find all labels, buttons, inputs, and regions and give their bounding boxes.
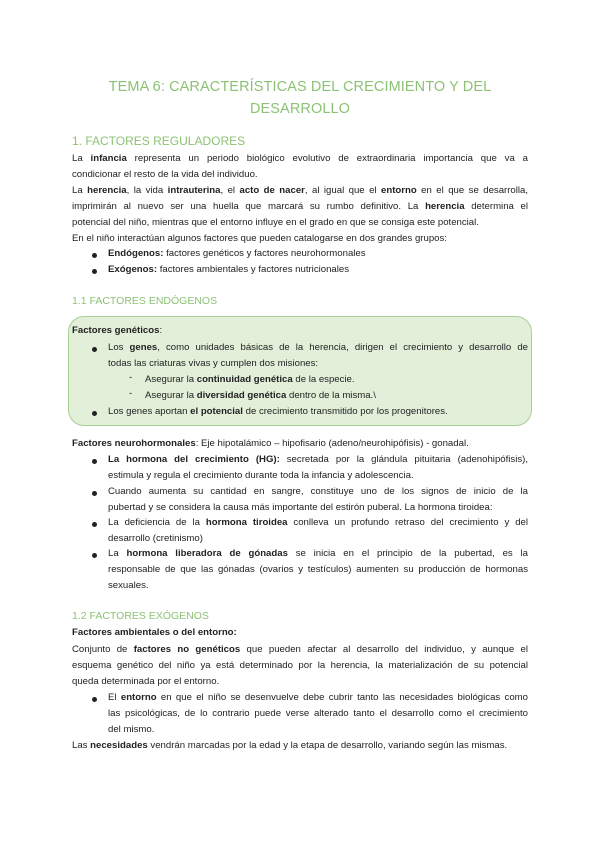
bullet-dot bbox=[92, 269, 97, 274]
list-item-potencial: Los genes aportan el potencial de crecimiento transmitido por los progenitores. bbox=[108, 406, 448, 417]
neurohormonal-title: Factores neurohormonales: Eje hipotalámico – hipofisario (adeno/neurohipófisis) - gonadal. bbox=[72, 438, 469, 449]
list-item-genes: Los genes, como unidades básicas de la herencia, dirigen el crecimiento y desarrollo de todas las criaturas vivas y cumplen dos misiones: bbox=[108, 342, 528, 370]
paragraph-infancia: La infancia representa un periodo biológico evolutivo de extraordinaria importancia que va a condicionar el resto de la vida del individuo. bbox=[72, 153, 528, 181]
dash-marker: - bbox=[129, 388, 133, 399]
paragraph-no-geneticos: Conjunto de factores no genéticos que pueden afectar al desarrollo del individuo, y aunque el esquema genético del niño ya está determinado por la herencia, la materialización de su potencial queda determinada por el entorno. bbox=[72, 644, 528, 688]
list-item-diversidad: Asegurar la diversidad genética dentro de la misma.\ bbox=[145, 390, 376, 401]
section-heading-exogenos: 1.2 FACTORES EXÓGENOS bbox=[72, 610, 209, 622]
genetic-factors-title: Factores genéticos: bbox=[72, 325, 163, 336]
paragraph-herencia: La herencia, la vida intrauterina, el acto de nacer, al igual que el entorno en el que se desarrolla, imprimirán al nuevo ser una huella que marcará su rumbo definitivo. La herencia determina el potencial del niño, mientras que el entorno influye en el grado en que se consiga este potencial. bbox=[72, 185, 528, 229]
list-item-sangre: Cuando aumenta su cantidad en sangre, constituye uno de los signos de inicio de la pubertad y se considera la causa más importante del estirón puberal. La hormona tiroidea: bbox=[108, 486, 528, 514]
bullet-dot bbox=[92, 697, 97, 702]
bullet-dot bbox=[92, 522, 97, 527]
list-item-continuidad: Asegurar la continuidad genética de la especie. bbox=[145, 374, 355, 385]
bullet-dot bbox=[92, 459, 97, 464]
list-item-exogenos: Exógenos: factores ambientales y factores nutricionales bbox=[108, 264, 350, 275]
dash-marker: - bbox=[129, 372, 133, 383]
list-item-hormona-crecimiento: La hormona del crecimiento (HG): secretada por la glándula pituitaria (adenohipófisis), estimula y regula el crecimiento durante toda la infancia y adolescencia. bbox=[108, 454, 528, 482]
list-item-tiroidea: La deficiencia de la hormona tiroidea conlleva un profundo retraso del crecimiento y del desarrollo (cretinismo) bbox=[108, 517, 528, 545]
bullet-dot bbox=[92, 553, 97, 558]
ambient-factors-title: Factores ambientales o del entorno: bbox=[72, 627, 237, 638]
list-item-endogenos: Endógenos: factores genéticos y factores neurohormonales bbox=[108, 248, 366, 259]
list-item-entorno: El entorno en que el niño se desenvuelve debe cubrir tanto las necesidades biológicas como las psicológicas, de lo contrario puede verse alterado tanto el desarrollo como el crecimiento del mismo. bbox=[108, 692, 528, 736]
title-line-1: TEMA 6: CARACTERÍSTICAS DEL CRECIMIENTO Y DEL bbox=[108, 79, 492, 95]
section-heading-endogenos: 1.1 FACTORES ENDÓGENOS bbox=[72, 295, 218, 307]
paragraph-necesidades: Las necesidades vendrán marcadas por la edad y la etapa de desarrollo, variando según las mismas. bbox=[72, 740, 508, 751]
page-title bbox=[80, 76, 520, 120]
bullet-dot bbox=[92, 411, 97, 416]
paragraph-grupos: En el niño interactúan algunos factores que pueden catalogarse en dos grandes grupos: bbox=[72, 233, 447, 244]
title-line-2: DESARROLLO bbox=[249, 101, 351, 117]
bullet-dot bbox=[92, 253, 97, 258]
list-item-gonadas: La hormona liberadora de gónadas se inicia en el principio de la pubertad, es la responsable de que las gónadas (ovarios y testículos) aumenten su producción de hormonas sexuales. bbox=[108, 548, 528, 592]
bullet-dot bbox=[92, 491, 97, 496]
section-heading-factores-reguladores: 1. FACTORES REGULADORES bbox=[72, 134, 246, 148]
bullet-dot bbox=[92, 347, 97, 352]
